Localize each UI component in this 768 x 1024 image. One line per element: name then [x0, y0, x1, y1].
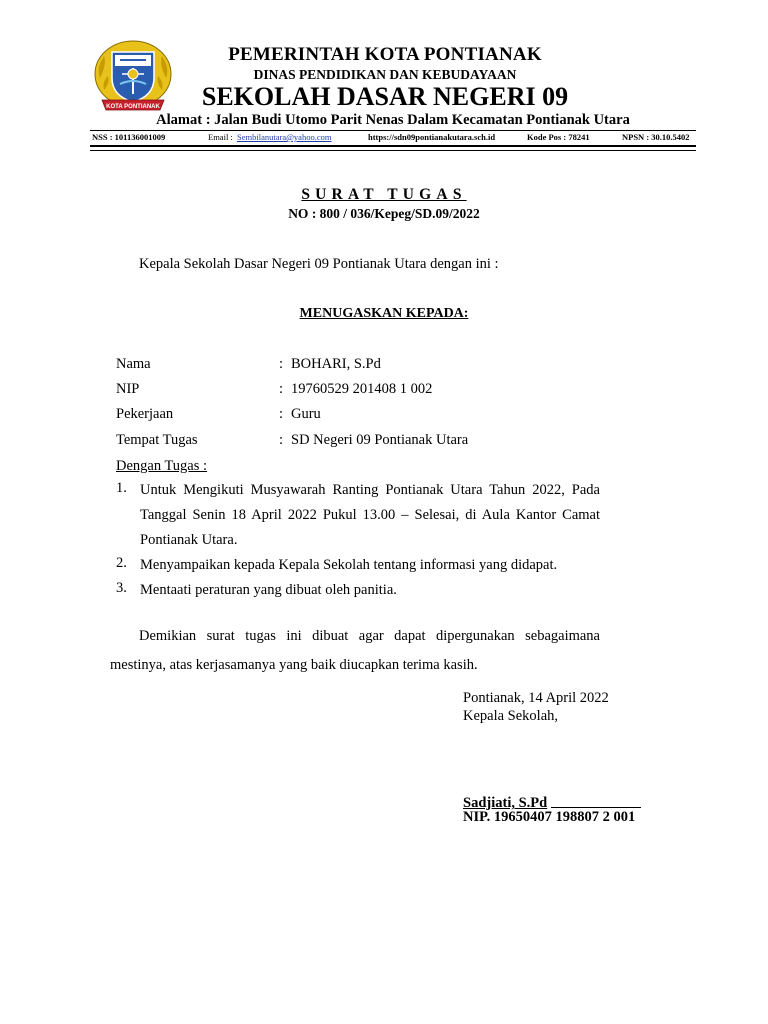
- task-number: 2.: [116, 555, 127, 571]
- website-text: https://sdn09pontianakutara.sch.id: [368, 132, 496, 142]
- school-name: SEKOLAH DASAR NEGERI 09: [201, 82, 569, 111]
- identity-label: NIP: [116, 381, 140, 397]
- identity-label: Pekerjaan: [116, 406, 174, 422]
- identity-colon: :: [279, 381, 284, 397]
- signer-name: Sadjiati, S.Pd: [463, 795, 548, 811]
- task-text: Menyampaikan kepada Kepala Sekolah tentang informasi yang didapat.: [140, 557, 558, 573]
- closing-paragraph: Demikian surat tugas ini dibuat agar dapat dipergunakan sebagaimana mestinya, atas kerjasamanya yang baik diucapkan terima kasih.: [110, 628, 600, 673]
- identity-value: Guru: [291, 406, 321, 422]
- header-contact-info: [92, 132, 696, 144]
- intro-paragraph: Kepala Sekolah Dasar Negeri 09 Pontianak Utara dengan ini :: [139, 256, 499, 272]
- header-rule-top: [90, 130, 696, 131]
- signature-blank-line: [551, 793, 641, 808]
- letter-number: NO : 800 / 036/Kepeg/SD.09/2022: [288, 206, 480, 221]
- government-name: PEMERINTAH KOTA PONTIANAK: [228, 44, 542, 65]
- header-rule-double: [90, 145, 696, 151]
- postal-code-text: Kode Pos : 78241: [527, 132, 590, 142]
- email-label: Email :: [208, 132, 233, 142]
- npsn-text: NPSN : 30.10.5402: [622, 132, 690, 142]
- identity-label: Tempat Tugas: [116, 432, 198, 448]
- city-emblem-logo: [90, 38, 176, 118]
- task-text: Mentaati peraturan yang dibuat oleh panitia.: [140, 582, 397, 598]
- logo-ribbon-text: KOTA PONTIANAK: [106, 104, 160, 110]
- identity-colon: :: [279, 356, 284, 372]
- identity-value: 19760529 201408 1 002: [291, 381, 433, 397]
- letter-title: [0, 186, 768, 204]
- identity-value: SD Negeri 09 Pontianak Utara: [291, 432, 469, 448]
- tasks-heading: Dengan Tugas :: [116, 458, 208, 474]
- letter-title-text: SURAT TUGAS: [301, 186, 467, 203]
- identity-label: Nama: [116, 356, 151, 372]
- school-address: Alamat : Jalan Budi Utomo Parit Nenas Dalam Kecamatan Pontianak Utara: [156, 112, 630, 128]
- signer-position: Kepala Sekolah,: [463, 708, 559, 724]
- identity-colon: :: [279, 432, 284, 448]
- email-link[interactable]: Sembilanutara@yahoo.com: [237, 132, 332, 142]
- task-number: 3.: [116, 580, 127, 596]
- identity-colon: :: [279, 406, 284, 422]
- task-number: 1.: [116, 480, 127, 496]
- assign-heading: MENUGASKAN KEPADA:: [299, 306, 469, 321]
- place-date: Pontianak, 14 April 2022: [463, 690, 609, 706]
- signer-nip: NIP. 19650407 198807 2 001: [463, 809, 636, 825]
- department-name: DINAS PENDIDIKAN DAN KEBUDAYAAN: [253, 67, 517, 82]
- identity-value: BOHARI, S.Pd: [291, 356, 381, 372]
- nss-text: NSS : 101136001009: [92, 132, 166, 142]
- task-text: Untuk Mengikuti Musyawarah Ranting Pontianak Utara Tahun 2022, Pada Tanggal Senin 18 April 2022 Pukul 13.00 – Selesai, di Aula Kantor Camat Pontianak Utara.: [140, 482, 600, 548]
